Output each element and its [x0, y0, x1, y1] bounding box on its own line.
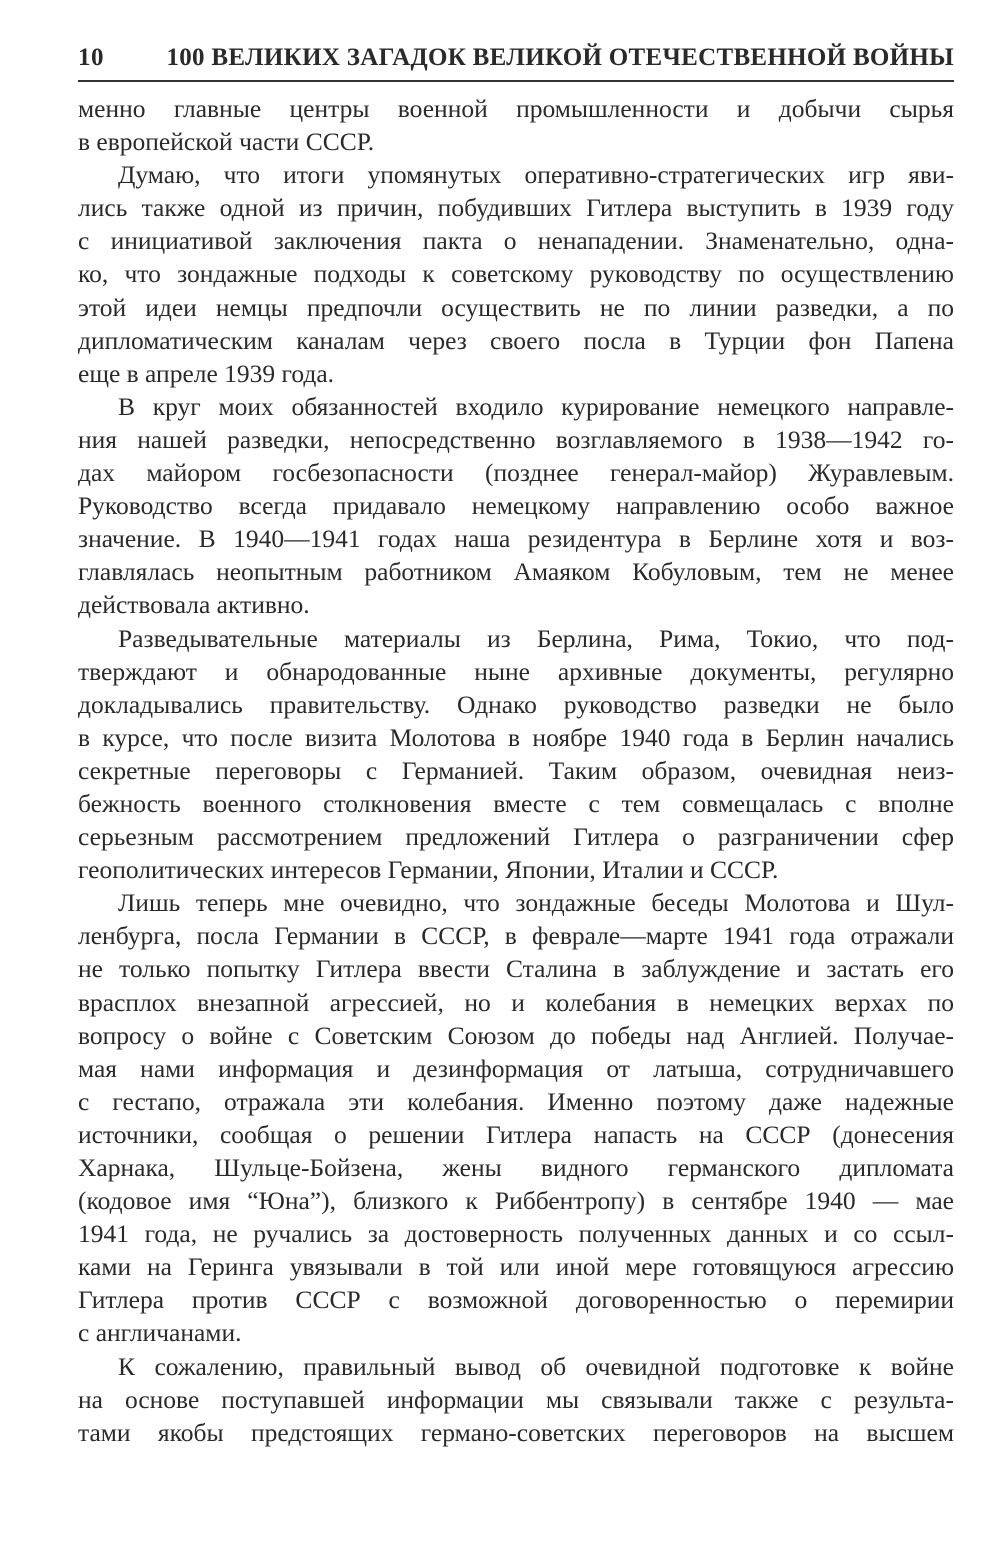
text-line: Гитлера против СССР с возможной договоренностью о перемирии — [78, 1285, 954, 1315]
text-line: источники, сообщая о решении Гитлера напасть на СССР (донесения — [78, 1119, 954, 1149]
text-line: действовала активно. — [78, 590, 310, 620]
text-line: тами якобы предстоящих германо-советских переговоров на высшем — [78, 1417, 954, 1447]
body-text — [78, 92, 954, 1449]
text-line: ками на Геринга увязывали в той или иной мере готовящуюся агрессию — [78, 1252, 954, 1282]
text-line: Руководство всегда придавало немецкому направлению особо важное — [78, 491, 954, 521]
book-page — [78, 40, 954, 1449]
page-number: 10 — [78, 44, 104, 71]
running-title: 100 ВЕЛИКИХ ЗАГАДОК ВЕЛИКОЙ ОТЕЧЕСТВЕННОЙ ВОЙНЫ — [166, 44, 954, 71]
text-line: в европейской части СССР. — [78, 127, 375, 157]
text-line: докладывались правительству. Однако руководство разведки не было — [78, 689, 954, 719]
text-line: главлялась неопытным работником Амаяком Кобуловым, тем не менее — [78, 557, 954, 587]
text-line: тверждают и обнародованные ныне архивные документы, регулярно — [78, 656, 954, 686]
text-line: еще в апреле 1939 года. — [78, 358, 335, 388]
text-line: Думаю, что итоги упомянутых оперативно-стратегических игр яви- — [118, 160, 954, 190]
paragraph — [78, 92, 954, 158]
text-line: ленбурга, посла Германии в СССР, в феврале—марте 1941 года отражали — [78, 921, 954, 951]
paragraph — [78, 1350, 954, 1449]
text-line: лись также одной из причин, побудивших Гитлера выступить в 1939 году — [78, 193, 954, 223]
text-line: геополитических интересов Германии, Японии, Италии и СССР. — [78, 855, 779, 885]
text-line: этой идеи немцы предпочли осуществить не по линии разведки, а по — [78, 292, 954, 322]
text-line: Харнака, Шульце-Бойзена, жены видного германского дипломата — [78, 1153, 954, 1182]
text-line: Лишь теперь мне очевидно, что зондажные беседы Молотова и Шул- — [118, 888, 954, 918]
text-line: бежность военного столкновения вместе с тем совмещалась с вполне — [78, 788, 954, 818]
text-line: ния нашей разведки, непосредственно возглавляемого в 1938—1942 го- — [78, 424, 954, 454]
text-line: секретные переговоры с Германией. Таким образом, очевидная неиз- — [78, 755, 954, 785]
text-line: ко, что зондажные подходы к советскому руководству по осуществлению — [78, 259, 954, 289]
text-line: дипломатическим каналам через своего посла в Турции фон Папена — [78, 325, 954, 355]
text-line: с гестапо, отражала эти колебания. Именно поэтому даже надежные — [78, 1086, 954, 1116]
text-line: мая нами информация и дезинформация от латыша, сотрудничавшего — [78, 1053, 954, 1083]
text-line: вопросу о войне с Советским Союзом до победы над Англией. Получае- — [78, 1020, 954, 1050]
text-line: В круг моих обязанностей входило курирование немецкого направле- — [118, 391, 954, 421]
text-line: с инициативой заключения пакта о ненападении. Знаменательно, одна- — [78, 226, 954, 256]
paragraph — [78, 390, 954, 622]
text-line: значение. В 1940—1941 годах наша резидентура в Берлине хотя и воз- — [78, 524, 954, 554]
text-line: серьезным рассмотрением предложений Гитлера о разграничении сфер — [78, 822, 954, 852]
text-line: дах майором госбезопасности (позднее генерал-майор) Журавлевым. — [78, 458, 954, 488]
text-line: К сожалению, правильный вывод об очевидной подготовке к войне — [118, 1351, 954, 1381]
text-line: (кодовое имя “Юна”), близкого к Риббентропу) в сентябре 1940 — мае — [78, 1186, 954, 1216]
paragraph — [78, 886, 954, 1349]
text-line: Разведывательные материалы из Берлина, Рима, Токио, что под- — [118, 623, 954, 653]
text-line: врасплох внезапной агрессией, но и колебания в немецких верхах по — [78, 987, 954, 1017]
text-line: на основе поступавшей информации мы связывали также с результа- — [78, 1384, 954, 1414]
text-line: менно главные центры военной промышленности и добычи сырья — [78, 94, 954, 123]
page-header — [78, 40, 954, 82]
text-line: 1941 года, не ручались за достоверность полученных данных и со ссыл- — [78, 1219, 954, 1249]
text-line: в курсе, что после визита Молотова в ноябре 1940 года в Берлин начались — [78, 722, 954, 752]
text-line: с англичанами. — [78, 1318, 242, 1348]
paragraph — [78, 158, 954, 390]
text-line: не только попытку Гитлера ввести Сталина в заблуждение и застать его — [78, 954, 954, 984]
paragraph — [78, 622, 954, 887]
